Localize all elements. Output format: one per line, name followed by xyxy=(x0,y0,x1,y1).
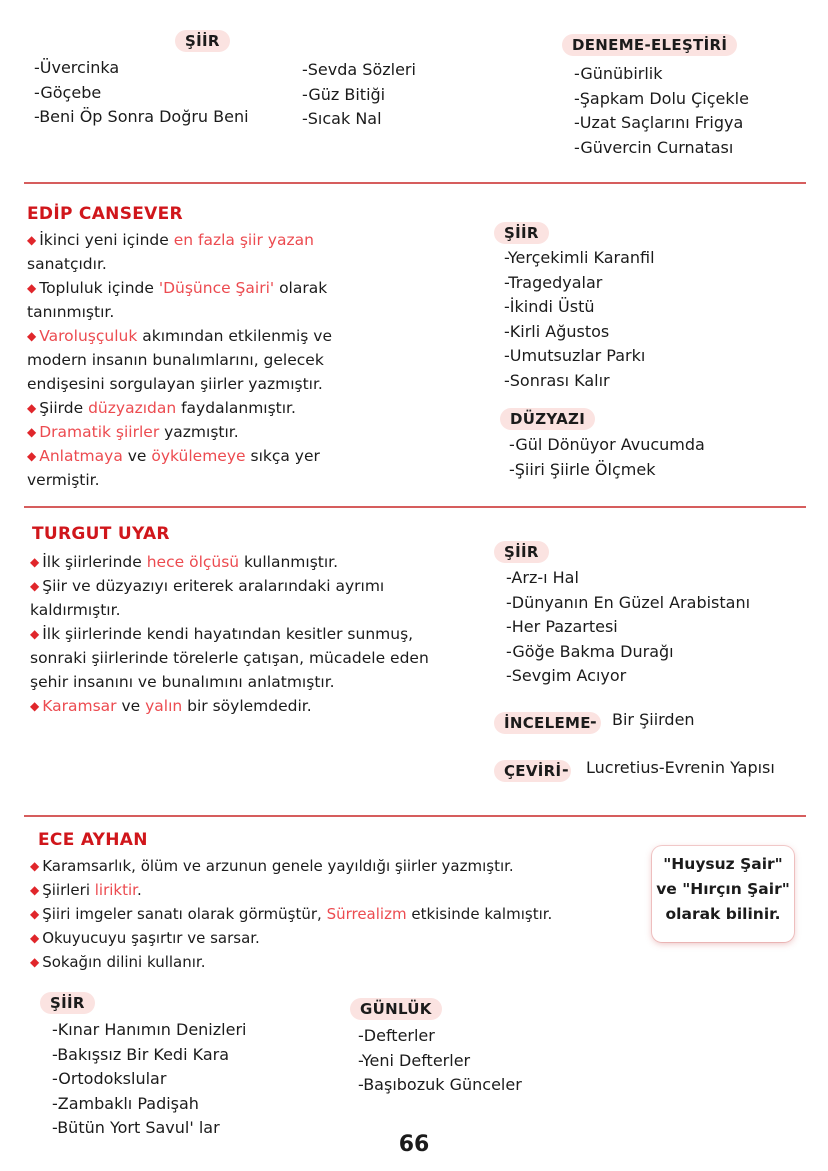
ece-siir-list xyxy=(52,1018,246,1141)
bullet-icon: ◆ xyxy=(30,699,40,713)
note-line: olarak bilinir. xyxy=(665,905,781,923)
bullet-icon: ◆ xyxy=(27,329,37,343)
note-line: "Huysuz Şair" xyxy=(663,855,783,873)
bullet-item: ◆ Karamsarlık, ölüm ve arzunun genele yayıldığı şiirler yazmıştır. xyxy=(30,857,514,875)
bullet-item: ◆ Şiirde düzyazıdan faydalanmıştır. xyxy=(27,399,296,417)
top-siir-label: ŞİİR xyxy=(175,30,230,52)
bullet-icon: ◆ xyxy=(27,233,37,247)
list-item: -Kirli Ağustos xyxy=(504,321,610,341)
list-item: -Sevda Sözleri xyxy=(302,60,416,79)
list-item: -Günübirlik xyxy=(574,64,663,83)
bullet-item: ◆ Dramatik şiirler yazmıştır. xyxy=(27,423,239,441)
edip-siir-list xyxy=(504,246,655,393)
list-item: -Şapkam Dolu Çiçekle xyxy=(574,88,749,108)
turgut-uyar-heading: TURGUT UYAR xyxy=(32,524,170,544)
bullet-item: ◆ Okuyucuyu şaşırtır ve sarsar. xyxy=(30,929,260,947)
list-item: -Göçebe xyxy=(34,82,102,102)
deneme-elestiri-label: DENEME-ELEŞTİRİ xyxy=(562,34,737,56)
bullet-item: ◆ Varoluşçuluk akımından etkilenmiş ve modern insanın bunalımlarını, gelecek endişesini sorgulayan şiirler yazmıştır. xyxy=(27,327,333,393)
section-divider xyxy=(24,506,806,508)
turgut-ceviri-item: Lucretius-Evrenin Yapısı xyxy=(586,758,775,777)
bullet-icon: ◆ xyxy=(30,627,40,641)
list-item: -Beni Öp Sonra Doğru Beni xyxy=(34,107,249,126)
turgut-inceleme-item: Bir Şiirden xyxy=(612,710,695,729)
edip-siir-label: ŞİİR xyxy=(494,222,549,244)
bullet-icon: ◆ xyxy=(30,859,40,873)
list-item: -Güvercin Curnatası xyxy=(574,137,734,157)
turgut-ceviri-dash: - xyxy=(562,760,569,779)
list-item: -Sonrası Kalır xyxy=(504,370,610,390)
bullet-icon: ◆ xyxy=(30,555,40,569)
list-item: -Uzat Saçlarını Frigya xyxy=(574,113,744,132)
turgut-siir-label: ŞİİR xyxy=(494,541,549,563)
ece-ayhan-heading: ECE AYHAN xyxy=(38,830,148,850)
bullet-item: ◆ Anlatmaya ve öykülemeye sıkça yer vermiştir. xyxy=(27,447,320,489)
list-item: -Yerçekimli Karanfil xyxy=(504,248,655,267)
list-item: -Yeni Defterler xyxy=(358,1050,471,1070)
list-item: -Her Pazartesi xyxy=(506,617,618,636)
top-siir-list-1 xyxy=(34,56,249,130)
turgut-uyar-bullets xyxy=(30,550,430,718)
turgut-inceleme-label: İNCELEME xyxy=(494,712,601,734)
bullet-icon: ◆ xyxy=(30,907,40,921)
bullet-item: ◆ Şiir ve düzyazıyı eriterek aralarındaki ayrımı kaldırmıştır. xyxy=(30,577,385,619)
list-item: -Umutsuzlar Parkı xyxy=(504,346,646,365)
turgut-siir-list xyxy=(506,566,750,689)
bullet-icon: ◆ xyxy=(30,931,40,945)
list-item: -Kınar Hanımın Denizleri xyxy=(52,1020,247,1039)
list-item: -Sıcak Nal xyxy=(302,109,382,128)
list-item: -Şiiri Şiirle Ölçmek xyxy=(509,459,656,479)
bullet-item: ◆ Topluluk içinde 'Düşünce Şairi' olarak tanınmıştır. xyxy=(27,279,328,321)
list-item: -Gül Dönüyor Avucumda xyxy=(509,435,705,454)
bullet-item: ◆ İkinci yeni içinde en fazla şiir yazan sanatçıdır. xyxy=(27,231,314,273)
edip-cansever-bullets xyxy=(27,228,382,492)
list-item: -Üvercinka xyxy=(34,58,120,77)
bullet-item: ◆ Sokağın dilini kullanır. xyxy=(30,953,206,971)
bullet-item: ◆ Şiirleri liriktir. xyxy=(30,881,142,899)
bullet-icon: ◆ xyxy=(30,955,40,969)
bullet-icon: ◆ xyxy=(27,449,37,463)
ece-ayhan-bullets xyxy=(30,854,646,974)
turgut-ceviri-label: ÇEVİRİ xyxy=(494,760,571,782)
list-item: -Göğe Bakma Durağı xyxy=(506,641,674,661)
bullet-item: ◆ İlk şiirlerinde hece ölçüsü kullanmıştır. xyxy=(30,553,339,571)
ece-gunluk-list xyxy=(358,1024,522,1098)
list-item: -Defterler xyxy=(358,1026,435,1045)
deneme-elestiri-list xyxy=(574,62,749,160)
ece-ayhan-note-card xyxy=(652,846,794,942)
list-item: -Başıbozuk Günceler xyxy=(358,1075,522,1094)
edip-cansever-heading: EDİP CANSEVER xyxy=(27,204,183,224)
section-divider xyxy=(24,815,806,817)
list-item: -Ortodokslular xyxy=(52,1069,167,1088)
ece-siir-label: ŞİİR xyxy=(40,992,95,1014)
list-item: -Dünyanın En Güzel Arabistanı xyxy=(506,592,751,612)
list-item: -Bütün Yort Savul' lar xyxy=(52,1118,220,1137)
bullet-icon: ◆ xyxy=(27,281,37,295)
list-item: -Tragedyalar xyxy=(504,272,603,292)
bullet-icon: ◆ xyxy=(30,883,40,897)
edip-duzyazi-label: DÜZYAZI xyxy=(500,408,595,430)
ece-gunluk-label: GÜNLÜK xyxy=(350,998,442,1020)
bullet-icon: ◆ xyxy=(27,425,37,439)
note-line: ve "Hırçın Şair" xyxy=(656,880,790,898)
edip-duzyazi-list xyxy=(509,433,705,482)
top-siir-list-2 xyxy=(302,58,416,132)
list-item: -Bakışsız Bir Kedi Kara xyxy=(52,1044,230,1064)
list-item: -Zambaklı Padişah xyxy=(52,1093,199,1113)
page-number: 66 xyxy=(398,1132,430,1157)
list-item: -Sevgim Acıyor xyxy=(506,666,627,685)
list-item: -Arz-ı Hal xyxy=(506,568,579,587)
bullet-icon: ◆ xyxy=(30,579,40,593)
bullet-item: ◆ Şiiri imgeler sanatı olarak görmüştür, Sürrealizm etkisinde kalmıştır. xyxy=(30,905,553,923)
list-item: -Güz Bitiği xyxy=(302,84,386,104)
section-divider xyxy=(24,182,806,184)
bullet-item: ◆ İlk şiirlerinde kendi hayatından kesitler sunmuş, sonraki şiirlerinde törelerle çatışan, mücadele eden şehir insanını ve bunalımını anlatmıştır. xyxy=(30,625,429,691)
bullet-icon: ◆ xyxy=(27,401,37,415)
turgut-inceleme-dash: - xyxy=(590,712,597,731)
list-item: -İkindi Üstü xyxy=(504,297,595,316)
bullet-item: ◆ Karamsar ve yalın bir söylemdedir. xyxy=(30,697,312,715)
